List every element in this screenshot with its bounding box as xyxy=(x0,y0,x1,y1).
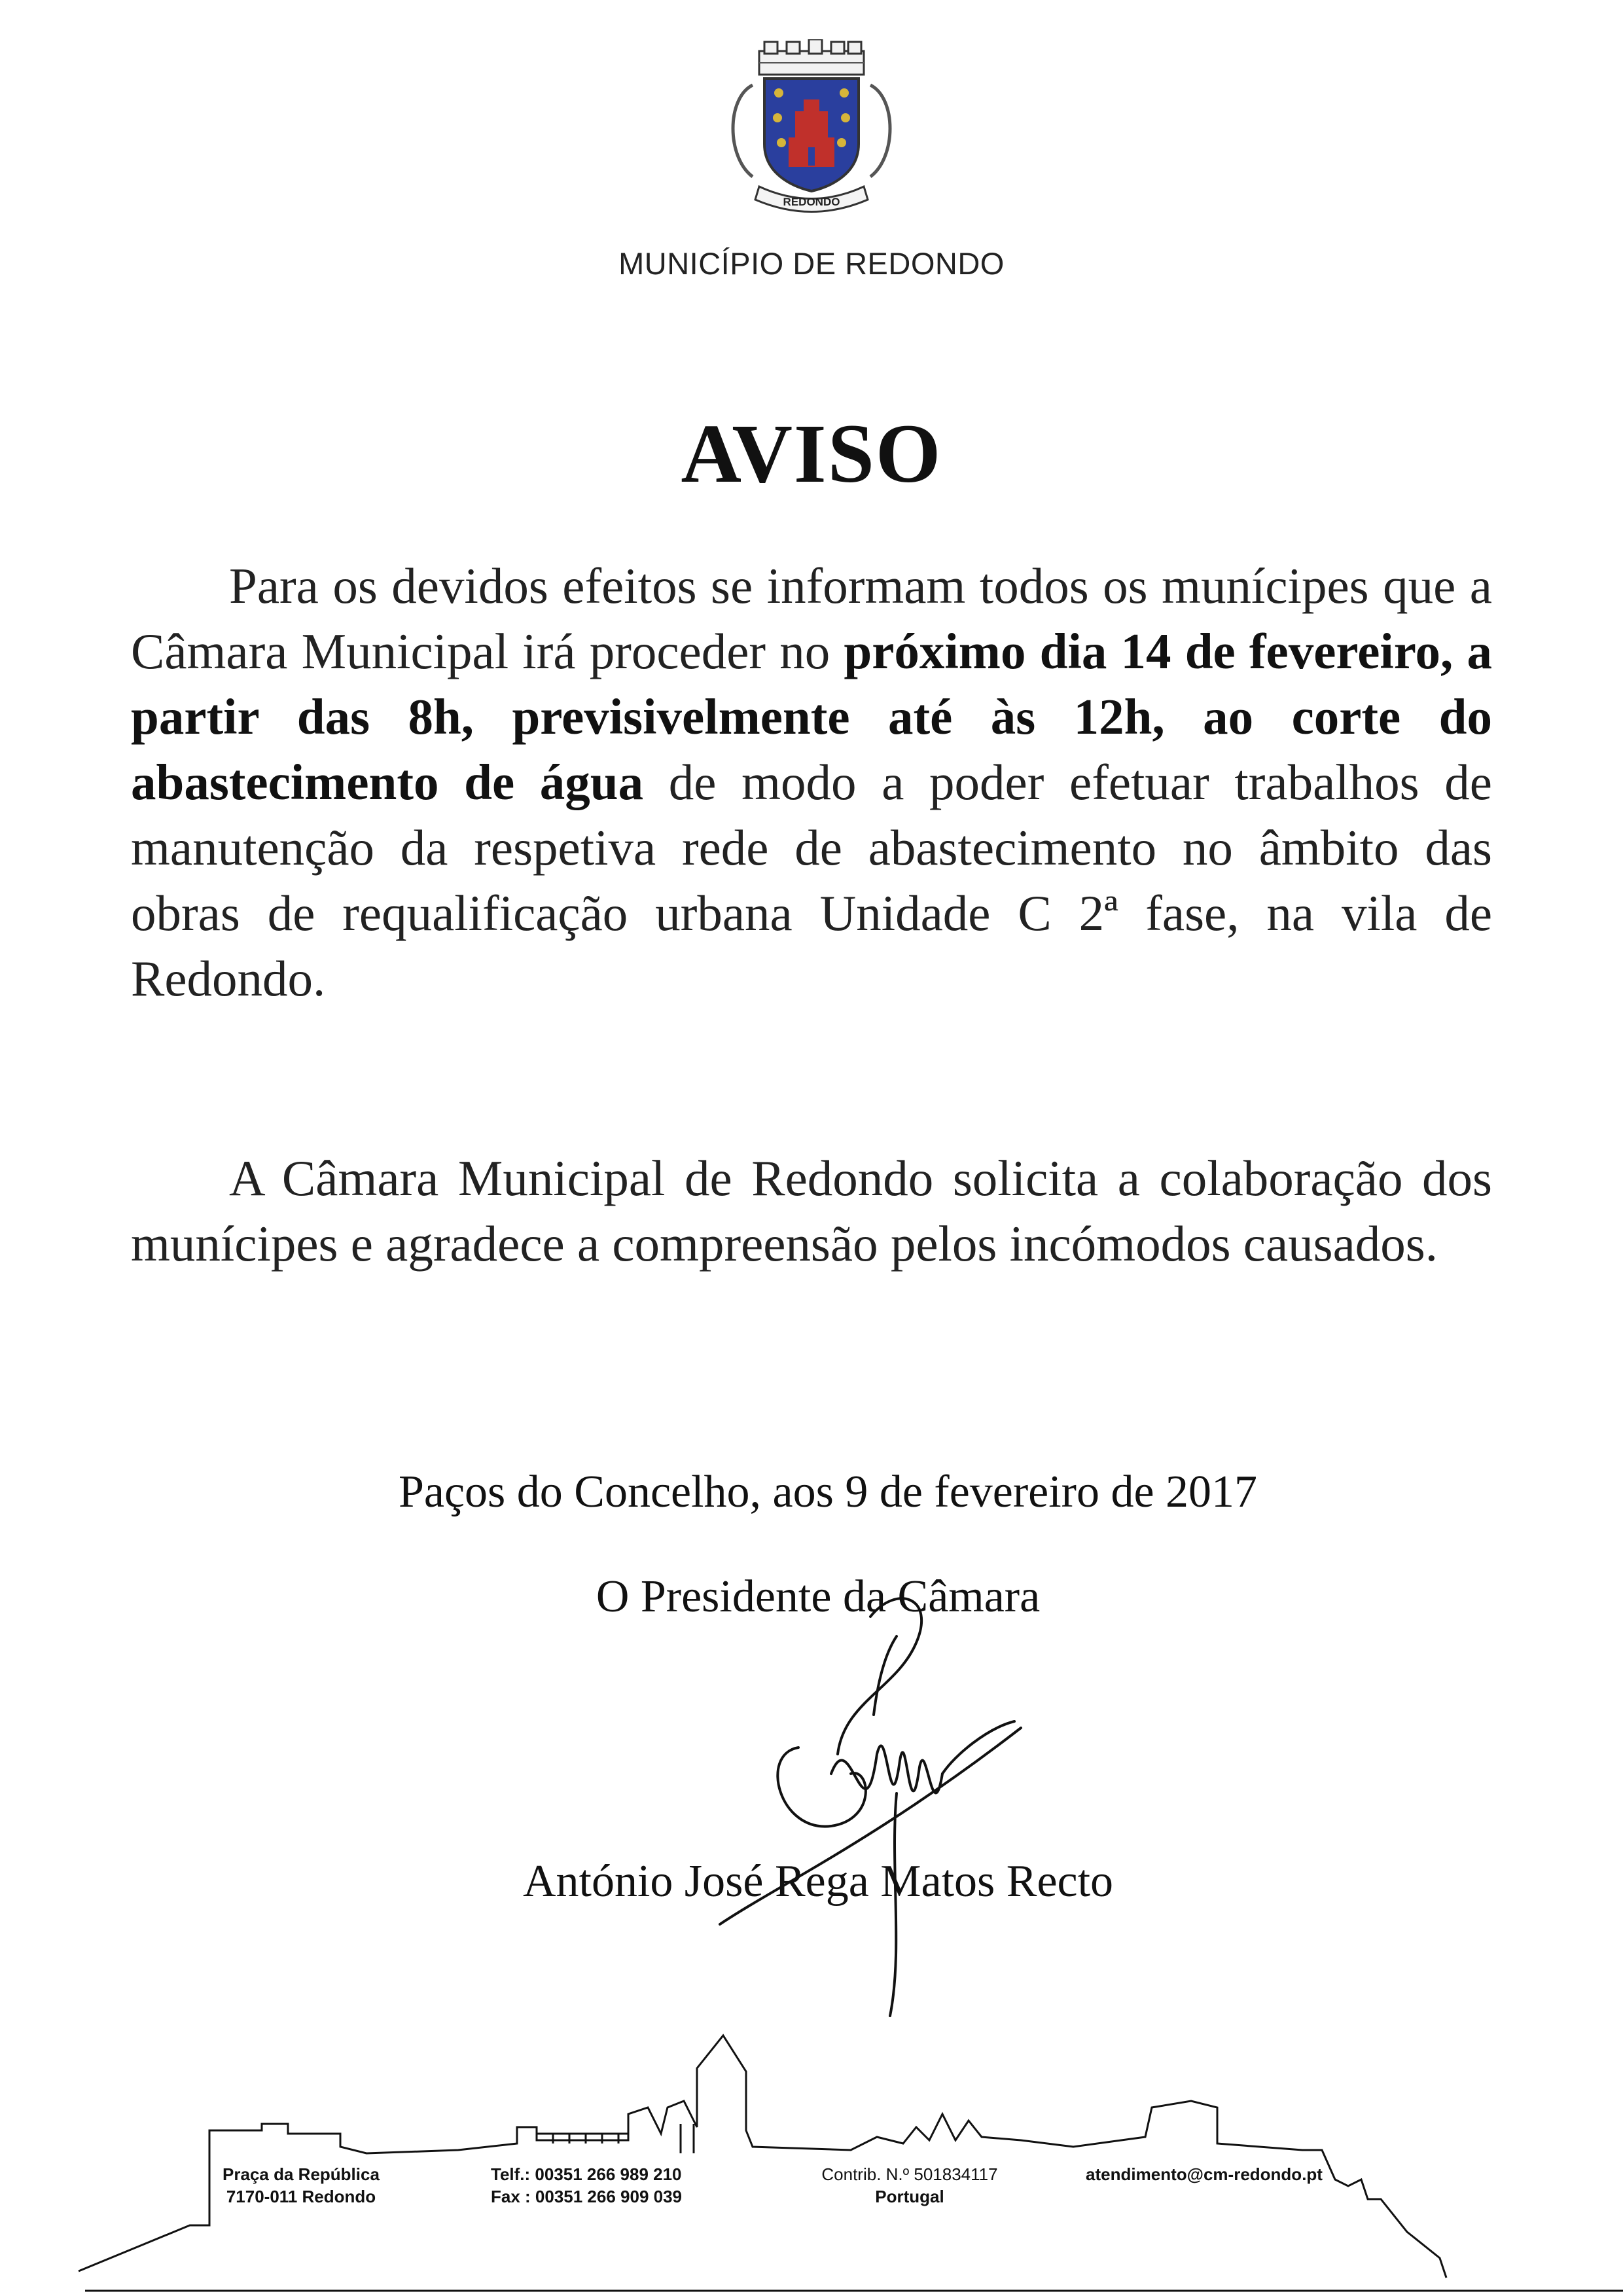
footer-address-line2: 7170-011 Redondo xyxy=(226,2187,376,2206)
municipality-name: MUNICÍPIO DE REDONDO xyxy=(618,246,1005,281)
crest-banner-text: REDONDO xyxy=(783,196,840,208)
town-skyline-icon xyxy=(0,2009,1623,2296)
footer-tax-id xyxy=(785,2163,1034,2208)
notice-title: AVISO xyxy=(681,407,942,500)
body-paragraph-1 xyxy=(131,553,1492,1011)
body-paragraph-2: A Câmara Municipal de Redondo solicita a colaboração dos munícipes e agradece a compreensão pelos incómodos causados. xyxy=(131,1150,1492,1272)
place-date: Paços do Concelho, aos 9 de fevereiro de 2017 xyxy=(398,1467,1258,1517)
signatory-role: O Presidente da Câmara xyxy=(596,1571,1041,1622)
footer-email-link[interactable]: atendimento@cm-redondo.pt xyxy=(1086,2164,1323,2184)
p1-text-end: de modo a poder efetuar trabalhos de manutenção da respetiva rede de abastecimento no âmbito das obras de requalificação urbana Unidade C 2ª fase, na vila de Redondo. xyxy=(131,754,1492,1007)
footer-nif: Contrib. N.º 501834117 xyxy=(821,2164,998,2184)
footer-phone-fax xyxy=(478,2163,766,2208)
footer-email[interactable] xyxy=(1060,2163,1348,2185)
footer-fax: Fax : 00351 266 909 039 xyxy=(491,2187,683,2206)
coat-of-arms-icon xyxy=(713,39,910,216)
handwritten-signature-icon xyxy=(681,1558,1047,2029)
p1-text-start: Para os devidos efeitos se informam todos os munícipes que a Câmara Municipal irá proceder no xyxy=(131,558,1492,679)
footer-address xyxy=(196,2163,406,2208)
signer-name: António José Rega Matos Recto xyxy=(522,1856,1114,1907)
p1-bold-highlight: próximo dia 14 de fevereiro, a partir das 8h, previsivelmente até às 12h, ao corte do abastecimento de água xyxy=(131,623,1492,810)
footer-phone: Telf.: 00351 266 989 210 xyxy=(491,2164,682,2184)
footer-country: Portugal xyxy=(875,2187,944,2206)
footer-address-line1: Praça da República xyxy=(223,2164,380,2184)
